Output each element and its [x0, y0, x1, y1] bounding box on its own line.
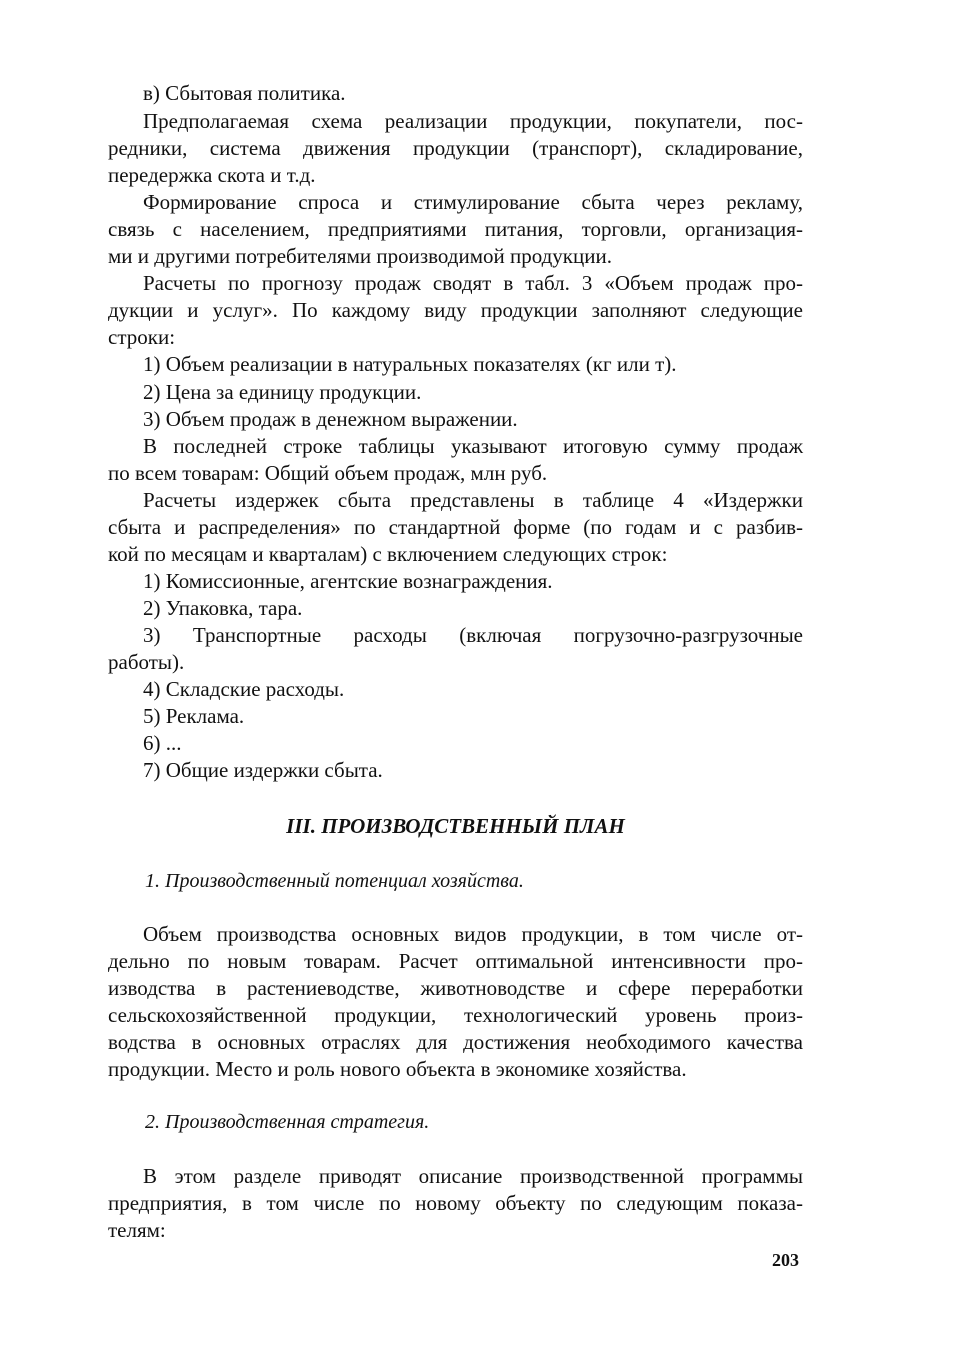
list-item: 1) Комиссионные, агентские вознаграждения. [143, 569, 553, 593]
section-heading: III. ПРОИЗВОДСТВЕННЫЙ ПЛАН [286, 814, 625, 838]
text-line: по всем товарам: Общий объем продаж, млн руб. [108, 461, 548, 485]
list-item: 1) Объем реализации в натуральных показателях (кг или т). [143, 352, 677, 376]
subsection-heading: 2. Производственная стратегия. [145, 1111, 430, 1133]
text-line: водства в основных отраслях для достижения необходимого качества [108, 1030, 803, 1054]
text-line: ми и другими потребителями производимой продукции. [108, 244, 612, 268]
subsection-heading: 1. Производственный потенциал хозяйства. [145, 870, 524, 892]
text-line: сельскохозяйственной продукции, технологический уровень произ- [108, 1003, 803, 1027]
text-line: передержка скота и т.д. [108, 163, 316, 187]
list-item: 2) Цена за единицу продукции. [143, 380, 422, 404]
text-line: телям: [108, 1218, 166, 1242]
list-item: 3) Объем продаж в денежном выражении. [143, 407, 518, 431]
text-line: дельно по новым товарам. Расчет оптимальной интенсивности про- [108, 949, 803, 973]
text-line: В последней строке таблицы указывают итоговую сумму продаж [143, 434, 803, 458]
text-line: работы). [108, 650, 185, 674]
text-line: Предполагаемая схема реализации продукции, покупатели, пос- [143, 109, 803, 133]
text-line: Объем производства основных видов продукции, в том числе от- [143, 922, 803, 946]
text-line: В этом разделе приводят описание производственной программы [143, 1164, 803, 1188]
page-number: 203 [772, 1250, 799, 1270]
text-line: строки: [108, 325, 176, 349]
list-item: 7) Общие издержки сбыта. [143, 758, 383, 782]
text-line: кой по месяцам и кварталам) с включением следующих строк: [108, 542, 668, 566]
text-line: дукции и услуг». По каждому виду продукции заполняют следующие [108, 298, 803, 322]
text-line: предприятия, в том числе по новому объекту по следующим показа- [108, 1191, 803, 1215]
text-line: Формирование спроса и стимулирование сбыта через рекламу, [143, 190, 803, 214]
text-line: редники, система движения продукции (транспорт), складирование, [108, 136, 803, 160]
text-line: изводства в растениеводстве, животноводстве и сфере переработки [108, 976, 803, 1000]
text-line: продукции. Место и роль нового объекта в экономике хозяйства. [108, 1057, 687, 1081]
text-line: Расчеты по прогнозу продаж сводят в табл. 3 «Объем продаж про- [143, 271, 803, 295]
list-item: 2) Упаковка, тара. [143, 596, 303, 620]
text-line: Расчеты издержек сбыта представлены в таблице 4 «Издержки [143, 488, 803, 512]
list-item: 6) ... [143, 731, 182, 755]
list-item: 5) Реклама. [143, 704, 245, 728]
text-line: связь с населением, предприятиями питания, торговли, организация- [108, 217, 803, 241]
text-line: в) Сбытовая политика. [143, 81, 346, 105]
list-item: 3) Транспортные расходы (включая погрузочно-разгрузочные [143, 623, 803, 647]
text-line: сбыта и распределения» по стандартной форме (по годам и с разбив- [108, 515, 803, 539]
list-item: 4) Складские расходы. [143, 677, 345, 701]
